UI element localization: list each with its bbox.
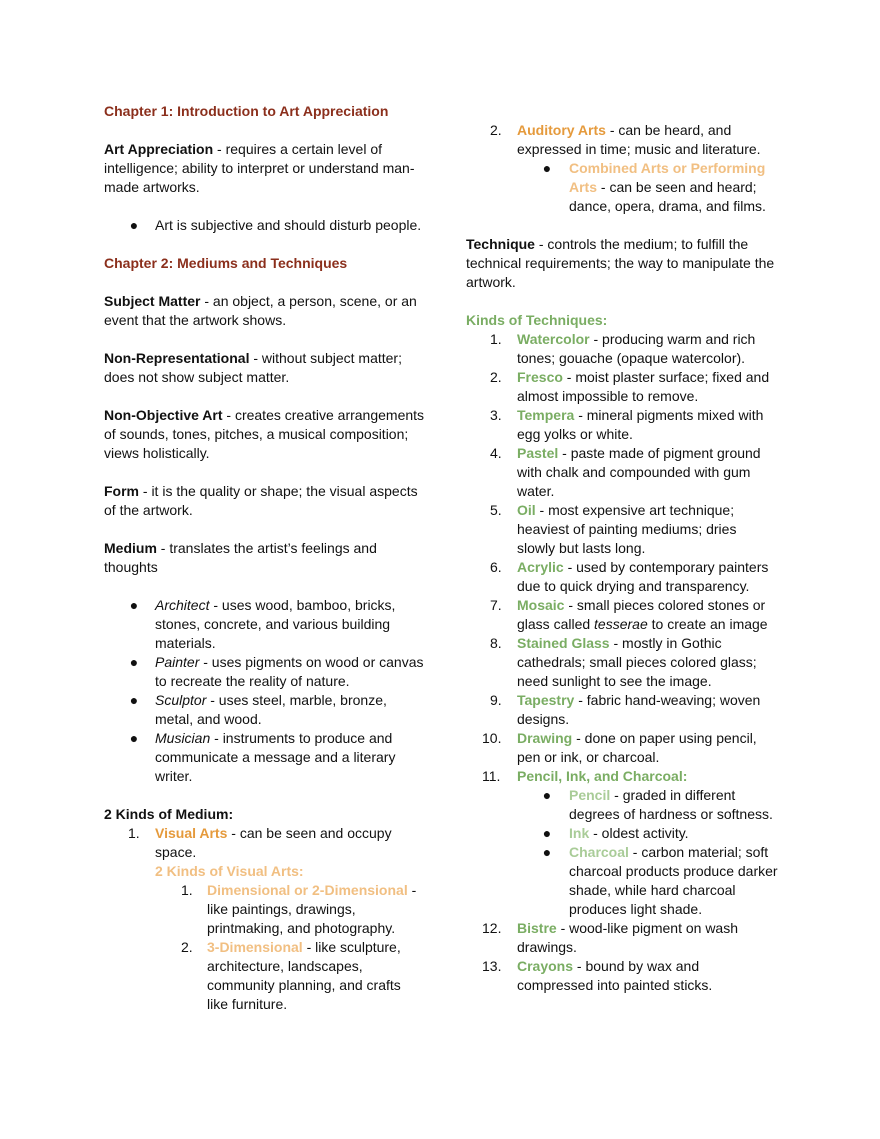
bullet-icon: ● (129, 654, 139, 670)
bullet-icon: ● (129, 597, 139, 613)
technique-item-mosaic: 7. Mosaic - small pieces colored stones or glass called tesserae to create an image (490, 597, 768, 632)
medium-definition: Medium - translates the artist’s feelings and thoughts (104, 540, 377, 575)
combined-arts-item: ● Combined Arts or Performing Arts - can be seen and heard; dance, opera, drama, and films. (466, 159, 778, 216)
technique-item-bistre: 12. Bistre - wood-like pigment on wash drawings. (482, 920, 738, 955)
form-definition: Form - it is the quality or shape; the visual aspects of the artwork. (104, 483, 418, 518)
subject-matter-definition: Subject Matter - an object, a person, scene, or an event that the artwork shows. (104, 293, 417, 328)
technique-item-crayons: 13. Crayons - bound by wax and compressed into painted sticks. (482, 958, 713, 993)
sub-item-ink: ● Ink - oldest activity. (466, 824, 778, 843)
artist-item-sculptor: ● Sculptor - uses steel, marble, bronze, metal, and wood. (104, 691, 426, 729)
artist-item-architect: ● Architect - uses wood, bamboo, bricks, stones, concrete, and various building materials. (104, 596, 426, 653)
technique-definition: Technique - controls the medium; to fulfill the technical requirements; the way to manipulate the artwork. (466, 236, 775, 290)
chapter-2-title: Chapter 2: Mediums and Techniques (104, 255, 348, 271)
right-column (466, 121, 778, 995)
non-objective-definition: Non-Objective Art - creates creative arrangements of sounds, tones, pitches, a musical composition; views holistically. (104, 407, 425, 461)
bullet-icon: ● (129, 730, 139, 746)
bullet-item: ● Art is subjective and should disturb people. (104, 216, 426, 235)
artist-item-painter: ● Painter - uses pigments on wood or canvas to recreate the reality of nature. (104, 653, 426, 691)
technique-item-drawing: 10. Drawing - done on paper using pencil, pen or ink, or charcoal. (482, 730, 757, 765)
technique-item-tapestry: 9. Tapestry - fabric hand-weaving; woven designs. (490, 692, 761, 727)
bullet-icon: ● (542, 844, 552, 860)
art-appreciation-definition: Art Appreciation - requires a certain level of intelligence; ability to interpret or understand man-made artworks. (104, 141, 415, 195)
non-representational-definition: Non-Representational - without subject matter; does not show subject matter. (104, 350, 402, 385)
kinds-of-techniques-heading: Kinds of Techniques: (466, 312, 608, 328)
sub-item-pencil: ● Pencil - graded in different degrees of hardness or softness. (466, 786, 778, 824)
bullet-icon: ● (542, 787, 552, 803)
technique-item-stained-glass: 8. Stained Glass - mostly in Gothic cathedrals; small pieces colored glass; need sunlight to see the image. (490, 635, 757, 689)
left-column (104, 102, 426, 1014)
sub-item-charcoal: ● Charcoal - carbon material; soft charcoal products produce darker shade, while hard charcoal produces light shade. (466, 843, 778, 919)
technique-item-oil: 5. Oil - most expensive art technique; heaviest of painting mediums; dries slowly but lasts long. (490, 502, 737, 556)
technique-item-pencil-ink-charcoal: 11. Pencil, Ink, and Charcoal: (482, 768, 688, 784)
visual-arts-kinds-heading: 2 Kinds of Visual Arts: (155, 863, 304, 879)
chapter-1-title: Chapter 1: Introduction to Art Appreciation (104, 103, 389, 119)
visual-kind-2d: 1. Dimensional or 2-Dimensional - like paintings, drawings, printmaking, and photography. (181, 882, 417, 936)
technique-item-fresco: 2. Fresco - moist plaster surface; fixed and almost impossible to remove. (490, 369, 770, 404)
technique-item-watercolor: 1. Watercolor - producing warm and rich tones; gouache (opaque watercolor). (490, 331, 756, 366)
artist-item-musician: ● Musician - instruments to produce and communicate a message and a literary writer. (104, 729, 426, 786)
bullet-icon: ● (129, 692, 139, 708)
auditory-arts-item: 2. Auditory Arts - can be heard, and expressed in time; music and literature. (490, 122, 761, 157)
bullet-icon: ● (542, 160, 552, 176)
bullet-icon: ● (542, 825, 552, 841)
technique-item-acrylic: 6. Acrylic - used by contemporary painters due to quick drying and transparency. (490, 559, 769, 594)
technique-item-tempera: 3. Tempera - mineral pigments mixed with egg yolks or white. (490, 407, 764, 442)
technique-item-pastel: 4. Pastel - paste made of pigment ground with chalk and compounded with gum water. (490, 445, 761, 499)
visual-arts-item: 1. Visual Arts - can be seen and occupy space. (128, 825, 392, 860)
visual-kind-3d: 2. 3-Dimensional - like sculpture, architecture, landscapes, community planning, and crafts like furniture. (181, 939, 401, 1012)
bullet-icon: ● (129, 217, 139, 233)
kinds-of-medium-heading: 2 Kinds of Medium: (104, 806, 234, 822)
